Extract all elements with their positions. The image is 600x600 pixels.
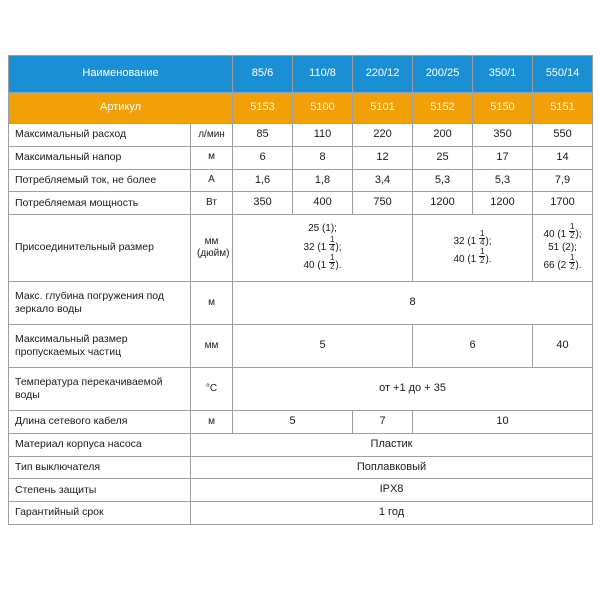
table-row (9, 502, 593, 525)
table-row (9, 368, 593, 411)
row-label: Длина сетевого кабеля (9, 411, 191, 434)
table-row (9, 215, 593, 282)
cell-value: 750 (353, 192, 413, 215)
article-row (9, 93, 593, 124)
cell-value: 25 (1); 32 (1 $\frac{1}{4}$ ); 40 (1 $\frac{1}{2}$ ). (233, 215, 413, 282)
fraction: $\frac{1}{2}$ (480, 247, 485, 265)
table-row (9, 456, 593, 479)
table-row (9, 146, 593, 169)
row-label: Присоединительный размер (9, 215, 191, 282)
cell-value: 220 (353, 124, 413, 147)
row-unit: м (191, 411, 233, 434)
row-unit: А (191, 169, 233, 192)
table-row (9, 433, 593, 456)
header-model-0: 85/6 (233, 56, 293, 93)
cell-value: 6 (413, 325, 533, 368)
cell-value: 5 (233, 325, 413, 368)
row-label: Тип выключателя (9, 456, 191, 479)
specifications-table (8, 55, 593, 525)
row-unit: °C (191, 368, 233, 411)
article-2: 5101 (353, 93, 413, 124)
article-label: Артикул (9, 93, 233, 124)
cell-value: 1 год (191, 502, 593, 525)
header-model-3: 200/25 (413, 56, 473, 93)
cell-value: 85 (233, 124, 293, 147)
cell-value: 7 (353, 411, 413, 434)
header-model-5: 550/14 (533, 56, 593, 93)
cell-value: 25 (413, 146, 473, 169)
cell-value: 1200 (413, 192, 473, 215)
row-label: Максимальный расход (9, 124, 191, 147)
header-model-2: 220/12 (353, 56, 413, 93)
table-row (9, 411, 593, 434)
cell-value: 1,6 (233, 169, 293, 192)
table-row (9, 282, 593, 325)
fraction: $\frac{1}{2}$ (330, 253, 335, 272)
cell-value: 12 (353, 146, 413, 169)
cell-value: 32 (1 $\frac{1}{4}$ ); 40 (1 $\frac{1}{2}$ ). (413, 215, 533, 282)
row-label: Макс. глубина погружения под зеркало воды (9, 282, 191, 325)
cell-value: IPX8 (191, 479, 593, 502)
cell-value: от +1 до + 35 (233, 368, 593, 411)
article-4: 5150 (473, 93, 533, 124)
table-row (9, 192, 593, 215)
cell-value: 17 (473, 146, 533, 169)
cell-value: 1,8 (293, 169, 353, 192)
header-model-1: 110/8 (293, 56, 353, 93)
cell-value: 350 (473, 124, 533, 147)
cell-value: 40 (1 $\frac{1}{2}$ ); 51 (2); 66 (2 $\frac{1}{2}$ ). (533, 215, 593, 282)
row-unit: л/мин (191, 124, 233, 147)
article-3: 5152 (413, 93, 473, 124)
row-label: Потребляемая мощность (9, 192, 191, 215)
fraction: $\frac{1}{2}$ (570, 253, 575, 272)
row-label: Гарантийный срок (9, 502, 191, 525)
cell-value: 8 (293, 146, 353, 169)
cell-value: 40 (533, 325, 593, 368)
table-row (9, 124, 593, 147)
cell-value: 5,3 (473, 169, 533, 192)
article-5: 5151 (533, 93, 593, 124)
cell-value: 3,4 (353, 169, 413, 192)
fraction: $\frac{1}{4}$ (330, 234, 335, 253)
table-row (9, 169, 593, 192)
cell-value: 6 (233, 146, 293, 169)
cell-value: 7,9 (533, 169, 593, 192)
row-label: Степень защиты (9, 479, 191, 502)
table-body (9, 56, 593, 525)
cell-value: Поплавковый (191, 456, 593, 479)
cell-value: 1700 (533, 192, 593, 215)
cell-value: 5 (233, 411, 353, 434)
row-unit: Вт (191, 192, 233, 215)
row-label: Температура перекачиваемой воды (9, 368, 191, 411)
row-label: Потребляемый ток, не более (9, 169, 191, 192)
row-unit: м (191, 146, 233, 169)
cell-value: Пластик (191, 433, 593, 456)
article-0: 5153 (233, 93, 293, 124)
row-label: Максимальный размер пропускаемых частиц (9, 325, 191, 368)
article-1: 5100 (293, 93, 353, 124)
cell-value: 8 (233, 282, 593, 325)
row-unit: м (191, 282, 233, 325)
cell-value: 14 (533, 146, 593, 169)
fraction: $\frac{1}{2}$ (570, 222, 575, 241)
header-name: Наименование (9, 56, 233, 93)
cell-value: 110 (293, 124, 353, 147)
cell-value: 1200 (473, 192, 533, 215)
header-model-4: 350/1 (473, 56, 533, 93)
cell-value: 5,3 (413, 169, 473, 192)
row-unit: мм (191, 325, 233, 368)
table-header-row (9, 56, 593, 93)
cell-value: 10 (413, 411, 593, 434)
row-label: Максимальный напор (9, 146, 191, 169)
table-row (9, 479, 593, 502)
cell-value: 550 (533, 124, 593, 147)
cell-value: 200 (413, 124, 473, 147)
fraction: $\frac{1}{4}$ (480, 228, 485, 247)
row-unit: мм (дюйм) (191, 215, 233, 282)
row-label: Материал корпуса насоса (9, 433, 191, 456)
cell-value: 400 (293, 192, 353, 215)
table-row (9, 325, 593, 368)
cell-value: 350 (233, 192, 293, 215)
